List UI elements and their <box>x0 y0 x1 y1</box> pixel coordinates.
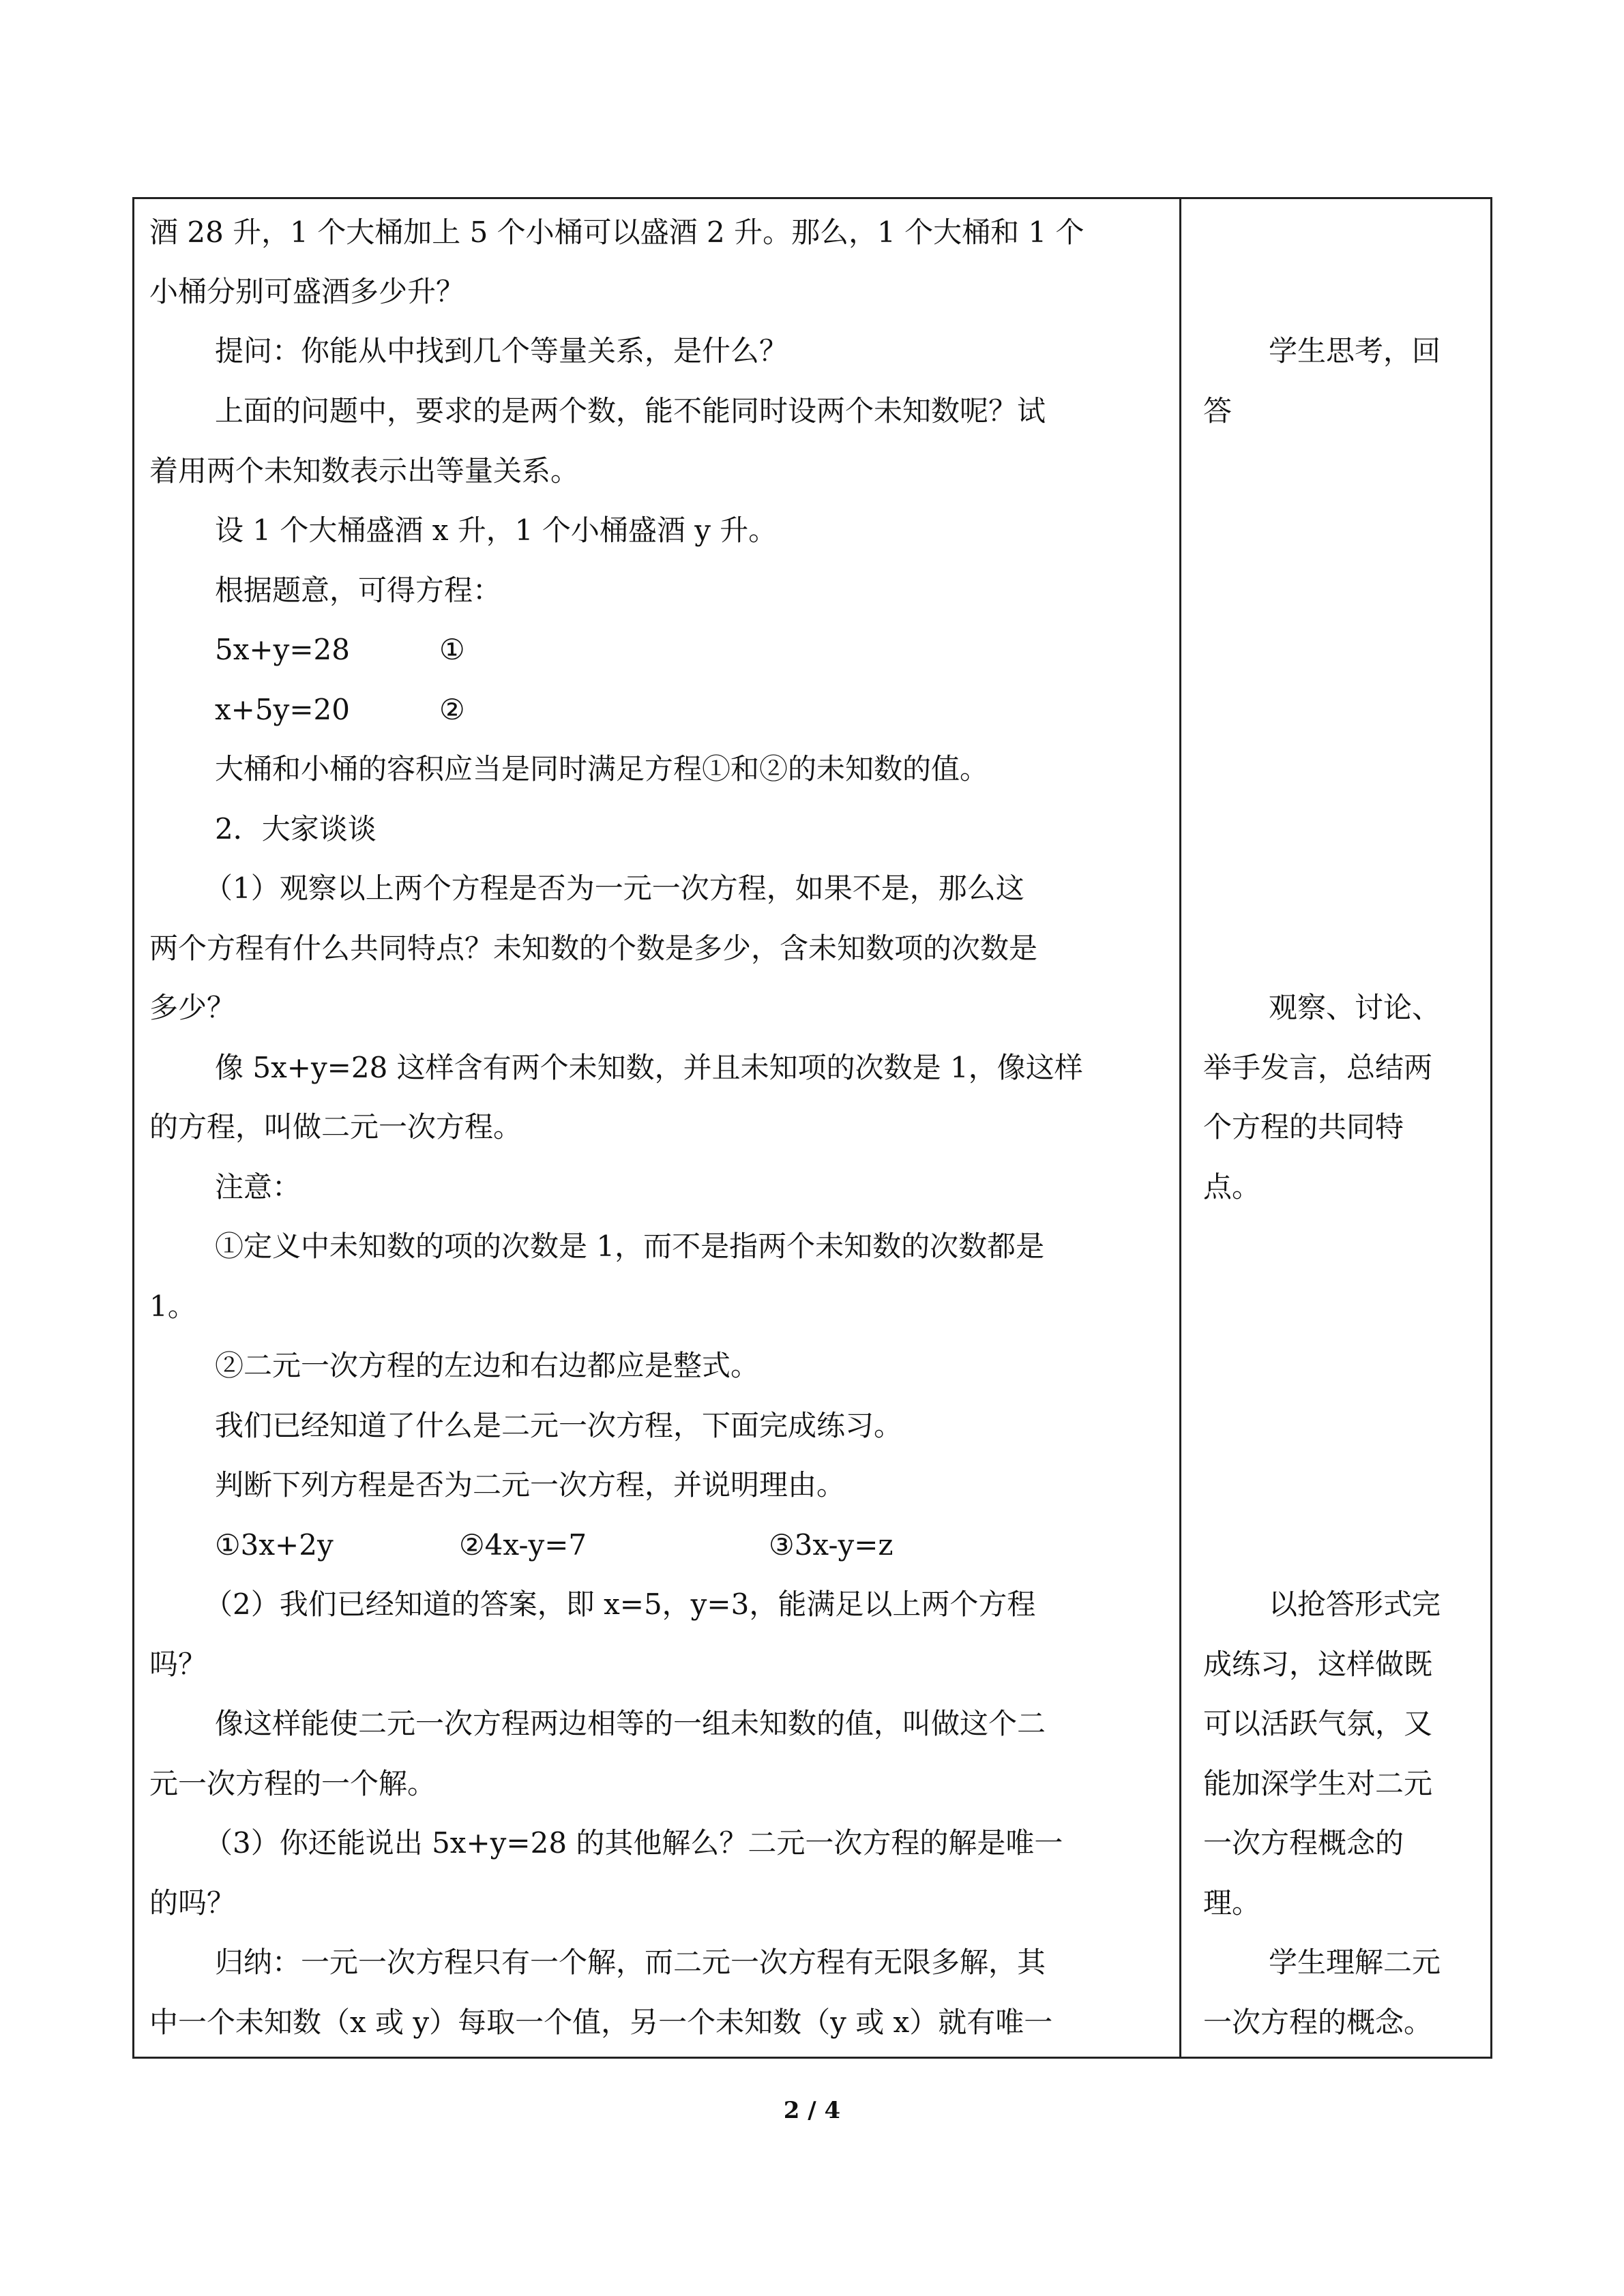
main-line: 提问：你能从中找到几个等量关系，是什么？ <box>215 334 788 368</box>
lesson-table <box>132 197 1492 2059</box>
main-line: 上面的问题中，要求的是两个数，能不能同时设两个未知数呢？试 <box>215 394 1046 428</box>
exercise-item: ③3x-y=z <box>769 1528 894 1562</box>
side-note-line: 以抢答形式完 <box>1269 1587 1441 1621</box>
main-line: 根据题意，可得方程： <box>215 573 502 607</box>
side-note-line: 点。 <box>1203 1170 1261 1204</box>
main-line: 大桶和小桶的容积应当是同时满足方程①和②的未知数的值。 <box>215 752 989 786</box>
side-note-line: 成练习，这样做既 <box>1203 1648 1433 1681</box>
main-line: 像这样能使二元一次方程两边相等的一组未知数的值，叫做这个二 <box>215 1707 1046 1740</box>
main-line: 的方程，叫做二元一次方程。 <box>149 1110 522 1144</box>
side-note-line: 能加深学生对二元 <box>1203 1767 1433 1800</box>
side-note-line: 个方程的共同特 <box>1203 1110 1404 1144</box>
equation-expression: x+5y=20 <box>215 693 350 726</box>
main-line: 酒 28 升，1 个大桶加上 5 个小桶可以盛酒 2 升。那么，1 个大桶和 1 个 <box>149 215 1084 249</box>
main-line: 注意： <box>215 1170 301 1204</box>
column-divider <box>1179 199 1181 2057</box>
side-note-line: 可以活跃气氛，又 <box>1203 1707 1433 1740</box>
main-line: 设 1 个大桶盛酒 x 升，1 个小桶盛酒 y 升。 <box>215 513 778 547</box>
main-line: 1。 <box>149 1289 196 1323</box>
main-line: 归纳：一元一次方程只有一个解，而二元一次方程有无限多解，其 <box>215 1945 1046 1979</box>
side-note-line: 一次方程概念的 <box>1203 1826 1404 1860</box>
main-line: 判断下列方程是否为二元一次方程，并说明理由。 <box>215 1468 846 1502</box>
main-line: 元一次方程的一个解。 <box>149 1767 437 1800</box>
side-note-line: 学生思考，回 <box>1269 334 1441 368</box>
section-heading: 2．大家谈谈 <box>215 812 377 846</box>
main-line: 小桶分别可盛酒多少升？ <box>149 275 465 308</box>
main-line: 吗？ <box>149 1648 207 1681</box>
main-line: 的吗？ <box>149 1886 236 1920</box>
exercise-item: ①3x+2y <box>215 1528 334 1562</box>
main-line: 着用两个未知数表示出等量关系。 <box>149 454 580 488</box>
side-note-line: 一次方程的概念。 <box>1203 2006 1433 2039</box>
equation-expression: 5x+y=28 <box>215 633 350 666</box>
main-line: ①定义中未知数的项的次数是 1，而不是指两个未知数的次数都是 <box>215 1229 1045 1263</box>
main-line: ②二元一次方程的左边和右边都应是整式。 <box>215 1349 760 1382</box>
equation-number: ① <box>439 633 465 666</box>
side-note-line: 举手发言，总结两 <box>1203 1051 1433 1084</box>
side-note-line: 观察、讨论、 <box>1269 991 1441 1024</box>
main-line: 两个方程有什么共同特点？未知数的个数是多少，含未知数项的次数是 <box>149 931 1038 965</box>
main-line: 我们已经知道了什么是二元一次方程，下面完成练习。 <box>215 1409 903 1442</box>
side-note-line: 理。 <box>1203 1886 1261 1920</box>
main-line: 多少？ <box>149 991 236 1024</box>
side-note-line: 学生理解二元 <box>1269 1945 1441 1979</box>
main-line: 中一个未知数（x 或 y）每取一个值，另一个未知数（y 或 x）就有唯一 <box>149 2006 1053 2039</box>
main-line: （1）观察以上两个方程是否为一元一次方程，如果不是，那么这 <box>204 871 1024 905</box>
page-number: 2 / 4 <box>783 2097 841 2124</box>
side-note-line: 答 <box>1203 394 1232 428</box>
exercise-item: ②4x-y=7 <box>459 1528 587 1562</box>
main-line: （2）我们已经知道的答案，即 x=5，y=3，能满足以上两个方程 <box>204 1587 1036 1621</box>
main-line: 像 5x+y=28 这样含有两个未知数，并且未知项的次数是 1，像这样 <box>215 1051 1083 1084</box>
main-line: （3）你还能说出 5x+y=28 的其他解么？二元一次方程的解是唯一 <box>204 1826 1063 1860</box>
equation-number: ② <box>439 693 465 726</box>
